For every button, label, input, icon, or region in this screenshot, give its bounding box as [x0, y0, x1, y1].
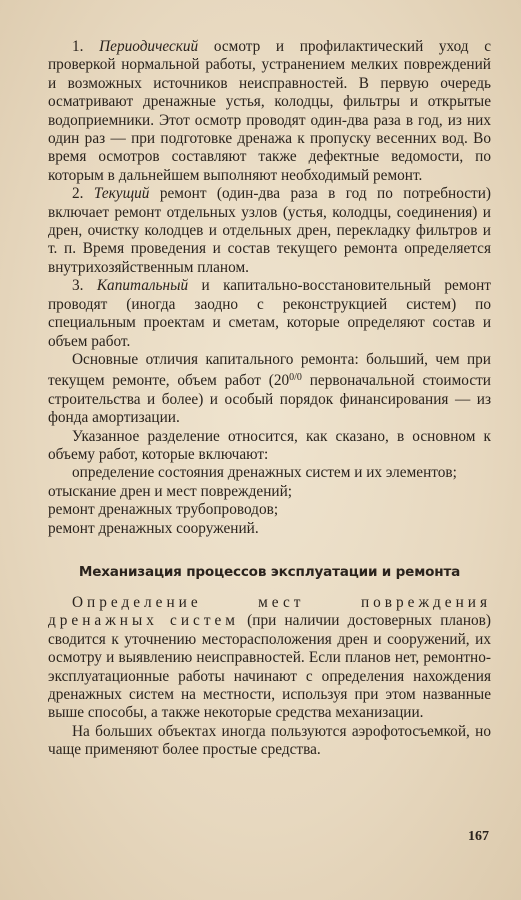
item-number: 1.: [72, 38, 84, 55]
page-number: 167: [468, 829, 489, 844]
section-heading: Механизация процессов эксплуатации и ремонта: [78, 563, 461, 580]
term-current: Текущий: [93, 185, 150, 203]
paragraph-division-intro: Указанное разделение относится, как сказано, в основном к объему работ, которые включают:: [48, 427, 491, 463]
list-item: ремонт дренажных сооружений.: [48, 519, 259, 537]
paragraph-differences: [48, 351, 491, 428]
paragraph-periodic: [48, 38, 491, 185]
paragraph-text: и капитально-восстановительный ремонт проводят (иногда заодно с реконструкцией систем) по специальным проектам и сметам, которые определяют состав и объем работ.: [48, 277, 491, 350]
paragraph-text: (при наличии достоверных планов) сводится к уточнению месторасположения дрен и сооружений, их осмотру и выявлению неисправностей. Если планов нет, ремонтно-эксплуатационные работы начинают с определения нахождения дренажных систем на местности, используя при этом названные выше способы, а также некоторые средства механизации.: [48, 612, 491, 722]
item-number: 3.: [72, 277, 84, 295]
list-item: ремонт дренажных трубопроводов;: [48, 501, 279, 519]
percent-sign: 0/0: [289, 372, 302, 384]
paragraph-text: ремонт (один-два раза в год по потребности) включает ремонт отдельных узлов (устья, колодцы, соединения) и дрен, очистку колодцев и отдельных дрен, перекладку фильтров и т. п. Время проведения и состав текущего ремонта определяется внутрихозяйственным планом.: [48, 185, 491, 276]
item-number: 2.: [72, 185, 84, 203]
paragraph-text: осмотр и профилактический уход с проверкой нормальной работы, устранением мелких повреждений и возможных источников неисправностей. В первую очередь осматривают дренажные устья, колодцы, фильтры и открытые водоприемники. Этот осмотр проводят один-два раза в год, из них один раз — при подготовке дренажа к пропуску весенних вод. Во время осмотров составляют также дефектные ведомости, по которым в дальнейшем выполняют необходимый ремонт.: [48, 38, 491, 184]
term-capital: Капитальный: [96, 277, 189, 295]
paragraph-mechanization: [48, 594, 491, 723]
term-periodic: Периодический: [99, 38, 199, 55]
paragraph-capital: [48, 277, 491, 351]
spaced-term: Определение мест повреждения дренажных систем: [48, 593, 491, 630]
list-item: определение состояния дренажных систем и их элементов;: [72, 464, 457, 482]
differences-text-before: Основные отличия капитального ремонта: больший, чем при текущем ремонте, объем работ (20: [48, 350, 491, 390]
list-item: отыскание дрен и мест повреждений;: [48, 482, 293, 500]
differences-text-after: первоначальной стоимости строительства и более) и особый порядок финансирования — из фонда амортизации.: [48, 372, 491, 427]
paragraph-aerial: На больших объектах иногда пользуются аэрофотосъемкой, но чаще применяют более простые средства.: [48, 722, 491, 759]
paragraph-current: [48, 185, 491, 277]
